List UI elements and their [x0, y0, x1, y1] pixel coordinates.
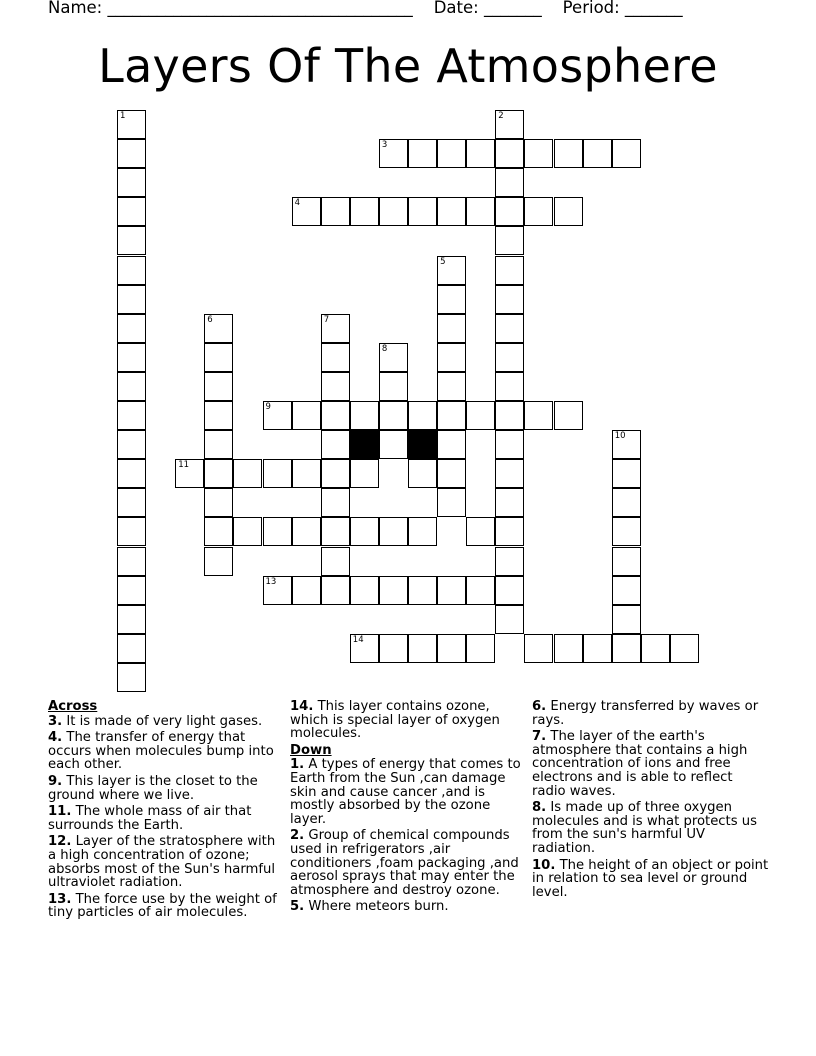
- down-clue-6: 6. Energy transferred by waves or rays.: [532, 699, 759, 728]
- across-clue-12: 12. Layer of the stratosphere with a high concentration of ozone; absorbs most of the Sun's harmful ultraviolet radiation.: [48, 834, 276, 891]
- grid-cell[interactable]: [321, 576, 350, 605]
- grid-cell[interactable]: [466, 634, 495, 663]
- grid-cell[interactable]: [350, 576, 379, 605]
- grid-cell[interactable]: [437, 314, 466, 343]
- clue-number: 10: [614, 431, 626, 442]
- grid-cell[interactable]: [117, 139, 146, 168]
- grid-cell[interactable]: [466, 576, 495, 605]
- grid-cell[interactable]: [379, 634, 408, 663]
- header-fields: Name: _____________________________________ Date: _______ Period: _______: [48, 0, 683, 17]
- grid-cell[interactable]: [495, 459, 524, 488]
- page-title: Layers Of The Atmosphere: [98, 39, 718, 93]
- clue-number: 4: [294, 198, 301, 209]
- clues-column-3: [532, 700, 770, 902]
- grid-cell[interactable]: [321, 488, 350, 517]
- grid-cell[interactable]: [641, 634, 670, 663]
- grid-cell[interactable]: [292, 401, 321, 430]
- grid-cell[interactable]: [379, 576, 408, 605]
- grid-cell[interactable]: [321, 372, 350, 401]
- grid-cell[interactable]: [117, 197, 146, 226]
- grid-cell[interactable]: [204, 488, 233, 517]
- grid-cell[interactable]: [408, 517, 437, 546]
- grid-cell[interactable]: [524, 197, 553, 226]
- grid-cell[interactable]: [350, 197, 379, 226]
- grid-cell[interactable]: [408, 459, 437, 488]
- grid-cell[interactable]: [612, 459, 641, 488]
- grid-cell[interactable]: [175, 459, 204, 488]
- grid-cell[interactable]: [612, 576, 641, 605]
- clue-number: 5: [440, 256, 446, 267]
- grid-cell[interactable]: [204, 459, 233, 488]
- grid-cell[interactable]: [495, 372, 524, 401]
- grid-cell[interactable]: [670, 634, 699, 663]
- grid-cell[interactable]: [437, 343, 466, 372]
- grid-cell[interactable]: [495, 547, 524, 576]
- grid-cell[interactable]: [379, 372, 408, 401]
- grid-cell[interactable]: [612, 139, 641, 168]
- grid-cell[interactable]: [233, 459, 262, 488]
- grid-cell[interactable]: [204, 401, 233, 430]
- grid-cell[interactable]: [204, 430, 233, 459]
- across-clue-13: 13. The force use by the weight of tiny particles of air molecules.: [48, 891, 277, 921]
- down-clue-2: 2. Group of chemical compounds used in refrigerators ,air conditioners ,foam packaging ,and aerosol sprays that may enter the atmosphere and destroy ozone.: [290, 828, 519, 898]
- grid-cell[interactable]: [263, 576, 292, 605]
- grid-cell[interactable]: [292, 576, 321, 605]
- clue-number: 1: [120, 111, 126, 121]
- grid-cell[interactable]: [437, 372, 466, 401]
- grid-cell[interactable]: [612, 517, 641, 546]
- grid-cell[interactable]: [379, 197, 408, 226]
- grid-cell[interactable]: [495, 430, 524, 459]
- grid-cell[interactable]: [437, 256, 466, 285]
- grid-cell[interactable]: [292, 197, 321, 226]
- across-heading: Across: [48, 699, 98, 714]
- grid-cell[interactable]: [408, 139, 437, 168]
- grid-cell[interactable]: [437, 459, 466, 488]
- grid-cell[interactable]: [117, 663, 146, 692]
- down-clue-7: 7. The layer of the earth's atmosphere that contains a high concentration of ions and free electrons and is able to reflect radio waves.: [532, 729, 748, 799]
- down-heading: Down: [290, 742, 332, 758]
- grid-cell[interactable]: [117, 488, 146, 517]
- grid-cell[interactable]: [495, 605, 524, 634]
- grid-cell[interactable]: [117, 459, 146, 488]
- grid-cell[interactable]: [554, 197, 583, 226]
- grid-cell[interactable]: [437, 139, 466, 168]
- grid-cell[interactable]: [117, 401, 146, 430]
- grid-cell[interactable]: [321, 401, 350, 430]
- grid-cell[interactable]: [524, 139, 553, 168]
- grid-cell[interactable]: [495, 401, 524, 430]
- across-clue-9: 9. This layer is the closet to the ground where we live.: [48, 773, 258, 803]
- grid-cell[interactable]: [379, 343, 408, 372]
- grid-cell[interactable]: [321, 197, 350, 226]
- across-clue-3: 3. It is made of very light gases.: [48, 713, 263, 729]
- grid-cell[interactable]: [204, 314, 233, 343]
- grid-cell[interactable]: [495, 168, 524, 197]
- grid-cell[interactable]: [117, 517, 146, 546]
- grid-cell[interactable]: [350, 401, 379, 430]
- grid-cell[interactable]: [350, 634, 379, 663]
- grid-cell[interactable]: [233, 517, 262, 546]
- down-clue-8: 8. Is made up of three oxygen molecules and is what protects us from the sun's harmful UV radiation.: [532, 800, 758, 856]
- grid-cell[interactable]: [379, 430, 408, 459]
- grid-cell[interactable]: [117, 343, 146, 372]
- grid-cell[interactable]: [612, 634, 641, 663]
- grid-cell[interactable]: [204, 343, 233, 372]
- grid-cell[interactable]: [495, 488, 524, 517]
- grid-cell[interactable]: [495, 256, 524, 285]
- grid-cell[interactable]: [408, 401, 437, 430]
- grid-block: [350, 430, 379, 459]
- grid-cell[interactable]: [263, 401, 292, 430]
- across-clue-4: 4. The transfer of energy that occurs when molecules bump into each other.: [48, 730, 274, 773]
- grid-cell[interactable]: [437, 401, 466, 430]
- across-clue-14: 14. This layer contains ozone, which is special layer of oxygen molecules.: [290, 699, 500, 742]
- grid-cell[interactable]: [117, 576, 146, 605]
- grid-block: [408, 430, 437, 459]
- clue-number: 2: [498, 111, 504, 121]
- across-clue-11: 11. The whole mass of air that surrounds the Earth.: [48, 804, 252, 833]
- clue-number: 14: [352, 634, 364, 645]
- grid-cell[interactable]: [524, 401, 553, 430]
- grid-cell[interactable]: [204, 517, 233, 546]
- grid-cell[interactable]: [437, 576, 466, 605]
- clue-number: 11: [178, 460, 190, 471]
- grid-cell[interactable]: [321, 343, 350, 372]
- grid-cell[interactable]: [495, 314, 524, 343]
- clue-number: 13: [265, 576, 277, 587]
- grid-cell[interactable]: [117, 285, 146, 314]
- grid-cell[interactable]: [612, 430, 641, 459]
- grid-cell[interactable]: [117, 547, 146, 576]
- grid-cell[interactable]: [117, 605, 146, 634]
- grid-cell[interactable]: [117, 256, 146, 285]
- grid-cell[interactable]: [292, 459, 321, 488]
- grid-cell[interactable]: [408, 634, 437, 663]
- grid-cell[interactable]: [379, 401, 408, 430]
- grid-cell[interactable]: [321, 547, 350, 576]
- grid-cell[interactable]: [524, 634, 553, 663]
- grid-cell[interactable]: [408, 197, 437, 226]
- grid-cell[interactable]: [612, 605, 641, 634]
- down-clue-10: 10. The height of an object or point in relation to sea level or ground level.: [532, 857, 769, 900]
- grid-cell[interactable]: [350, 517, 379, 546]
- grid-cell[interactable]: [117, 372, 146, 401]
- clue-number: 3: [381, 140, 388, 151]
- clue-number: 7: [323, 314, 330, 325]
- grid-cell[interactable]: [495, 197, 524, 226]
- grid-cell[interactable]: [117, 168, 146, 197]
- grid-cell[interactable]: [117, 226, 146, 255]
- grid-cell[interactable]: [495, 576, 524, 605]
- grid-cell[interactable]: [495, 226, 524, 255]
- grid-cell[interactable]: [379, 517, 408, 546]
- grid-cell[interactable]: [321, 459, 350, 488]
- grid-cell[interactable]: [612, 547, 641, 576]
- grid-cell[interactable]: [437, 634, 466, 663]
- grid-cell[interactable]: [117, 110, 146, 139]
- grid-cell[interactable]: [117, 314, 146, 343]
- clues-column-1: [48, 700, 286, 923]
- grid-cell[interactable]: [321, 430, 350, 459]
- grid-cell[interactable]: [554, 634, 583, 663]
- grid-cell[interactable]: [321, 314, 350, 343]
- grid-cell[interactable]: [117, 634, 146, 663]
- grid-cell[interactable]: [437, 285, 466, 314]
- grid-cell[interactable]: [321, 517, 350, 546]
- grid-cell[interactable]: [495, 285, 524, 314]
- grid-cell[interactable]: [408, 576, 437, 605]
- grid-cell[interactable]: [379, 139, 408, 168]
- grid-cell[interactable]: [612, 488, 641, 517]
- grid-cell[interactable]: [292, 517, 321, 546]
- grid-cell[interactable]: [495, 517, 524, 546]
- grid-cell[interactable]: [554, 139, 583, 168]
- grid-cell[interactable]: [117, 430, 146, 459]
- grid-cell[interactable]: [583, 139, 612, 168]
- grid-cell[interactable]: [495, 110, 524, 139]
- grid-cell[interactable]: [583, 634, 612, 663]
- down-clue-5: 5. Where meteors burn.: [290, 899, 449, 915]
- clues-column-2: [290, 700, 528, 917]
- grid-cell[interactable]: [466, 401, 495, 430]
- clue-number: 8: [381, 343, 388, 354]
- grid-cell[interactable]: [466, 139, 495, 168]
- grid-cell[interactable]: [263, 459, 292, 488]
- down-clue-1: 1. A types of energy that comes to Earth from the Sun ,can damage skin and cause cancer ,and is mostly absorbed by the ozone layer.: [290, 757, 521, 827]
- grid-cell[interactable]: [466, 517, 495, 546]
- grid-cell[interactable]: [263, 517, 292, 546]
- grid-cell[interactable]: [437, 430, 466, 459]
- grid-cell[interactable]: [466, 197, 495, 226]
- grid-cell[interactable]: [437, 197, 466, 226]
- clue-number: 9: [265, 402, 271, 412]
- grid-cell[interactable]: [495, 139, 524, 168]
- grid-cell[interactable]: [204, 547, 233, 576]
- grid-cell[interactable]: [350, 459, 379, 488]
- grid-cell[interactable]: [437, 488, 466, 517]
- clue-number: 6: [207, 314, 213, 325]
- grid-cell[interactable]: [554, 401, 583, 430]
- grid-cell[interactable]: [204, 372, 233, 401]
- grid-cell[interactable]: [495, 343, 524, 372]
